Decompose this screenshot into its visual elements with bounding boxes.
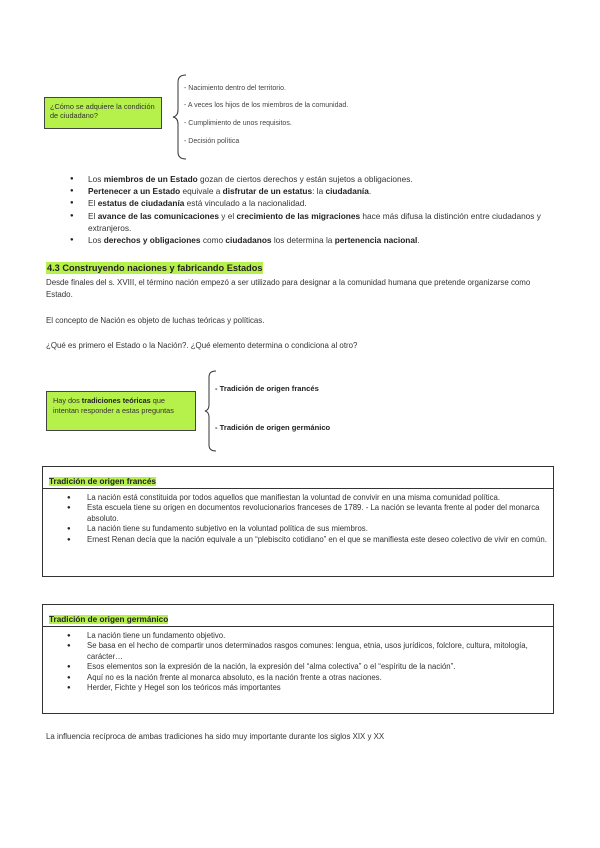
german-list-item: ● La nación tiene un fundamento objetivo. — [67, 631, 547, 641]
bullet-bold-text: pertenencia nacional — [334, 235, 418, 246]
branch-2: - A veces los hijos de los miembros de la comunidad. — [184, 102, 349, 109]
bullet-bold-text: Pertenecer a un Estado — [88, 186, 181, 197]
bullet-bold-text: miembros de un Estado — [103, 174, 198, 184]
bullet-text: Los — [88, 174, 104, 184]
french-list-item: ● Esta escuela tiene su origen en documentos revolucionarios franceses de 1789. - La nación se levanta frente al poder del monarca absoluto. — [67, 503, 547, 524]
paragraph-1: Desde finales del s. XVIII, el término nación empezó a ser utilizado para designar a la comunidad humana que pretende organizarse como Estado. — [46, 278, 531, 299]
branch-1: - Nacimiento dentro del territorio. — [184, 85, 286, 92]
french-list — [43, 489, 553, 549]
french-tradition-table — [42, 466, 554, 577]
german-list-item: ● Aquí no es la nación frente al monarca absoluto, es la nación frente a otras naciones. — [67, 673, 547, 683]
branch-3: - Cumplimiento de unos requisitos. — [184, 120, 292, 127]
section-title: 4.3 Construyendo naciones y fabricando Estados — [47, 263, 263, 273]
bullet-item — [70, 234, 550, 246]
bullet-text: está vinculado a la nacionalidad. — [184, 198, 307, 209]
german-table-header — [43, 605, 553, 627]
branch-german: - Tradición de origen germánico — [215, 423, 331, 432]
traditions-box — [46, 391, 196, 431]
traditions-text-post: que intentan responder a estas preguntas — [53, 396, 174, 415]
citizenship-bullets — [70, 173, 550, 246]
german-title: Tradición de origen germánico — [49, 615, 169, 624]
french-table-header — [43, 467, 553, 489]
bullet-bold-text: ciudadanos — [225, 235, 272, 246]
citizenship-question: ¿Cómo se adquiere la condición de ciudadano? — [50, 102, 155, 120]
german-tradition-table — [42, 604, 554, 714]
bullet-bold-text: estatus de ciudadanía — [97, 198, 185, 209]
citizenship-question-box — [44, 97, 162, 129]
brace-2 — [204, 370, 218, 452]
bullet-bold-text: crecimiento de las migraciones — [236, 210, 361, 221]
paragraph-3: ¿Qué es primero el Estado o la Nación?. ¿Qué elemento determina o condiciona al otro? — [46, 341, 358, 350]
bullet-item — [70, 185, 550, 197]
bullet-text: equivale a — [180, 186, 223, 197]
french-list-item: ● La nación está constituida por todos aquellos que manifiestan la voluntad de convivir en una misma comunidad política. — [67, 493, 547, 503]
bullet-bold-text: disfrutar de un estatus — [222, 186, 313, 197]
bullet-bold-text: derechos y obligaciones — [103, 235, 201, 246]
german-list-item: ● Esos elementos son la expresión de la nación, la expresión del “alma colectiva” o el “espíritu de la nación”. — [67, 662, 547, 672]
footer-paragraph: La influencia recíproca de ambas tradiciones ha sido muy importante durante los siglos XIX y XX — [46, 732, 385, 741]
bullet-text: como — [200, 235, 226, 246]
bullet-text: El — [88, 210, 98, 221]
bullet-text: gozan de ciertos derechos y están sujetos a obligaciones. — [197, 174, 413, 184]
bullet-text: : la — [312, 186, 326, 197]
bullet-text: y el — [218, 210, 237, 221]
bullet-text: Los — [88, 235, 104, 246]
traditions-text-bold: tradiciones teóricas — [81, 396, 151, 405]
bullet-item — [70, 210, 550, 234]
bullet-text: . — [417, 235, 420, 246]
branch-french: - Tradición de origen francés — [215, 384, 319, 393]
german-list-item: ● Herder, Fichte y Hegel son los teóricos más importantes — [67, 683, 547, 693]
branch-4: - Decisión política — [184, 138, 240, 145]
german-list — [43, 627, 553, 697]
french-list-item: ● La nación tiene su fundamento subjetivo en la voluntad política de sus miembros. — [67, 524, 547, 534]
bullet-bold-text: avance de las comunicaciones — [97, 210, 219, 221]
bullet-text: hace más difusa la distinción entre ciudadanos y extranjeros. — [88, 210, 541, 233]
bullet-text: los determina la — [271, 235, 335, 246]
paragraph-2: El concepto de Nación es objeto de luchas teóricas y políticas. — [46, 316, 265, 325]
french-title: Tradición de origen francés — [49, 477, 156, 486]
german-list-item: ● Se basa en el hecho de compartir unos determinados rasgos comunes: lengua, etnia, usos jurídicos, folclore, cultura, mitología, carácter… — [67, 641, 547, 662]
french-list-item: ● Ernest Renan decía que la nación equivale a un “plebiscito cotidiano” en el que se manifiesta este deseo colectivo de vivir en común. — [67, 535, 547, 545]
bullet-text: . — [368, 186, 372, 197]
bullet-item — [70, 173, 550, 185]
traditions-text-pre: Hay dos — [53, 396, 82, 405]
bullet-item — [70, 197, 550, 209]
bullet-text: El — [88, 198, 98, 209]
bullet-bold-text: ciudadanía — [325, 186, 369, 197]
